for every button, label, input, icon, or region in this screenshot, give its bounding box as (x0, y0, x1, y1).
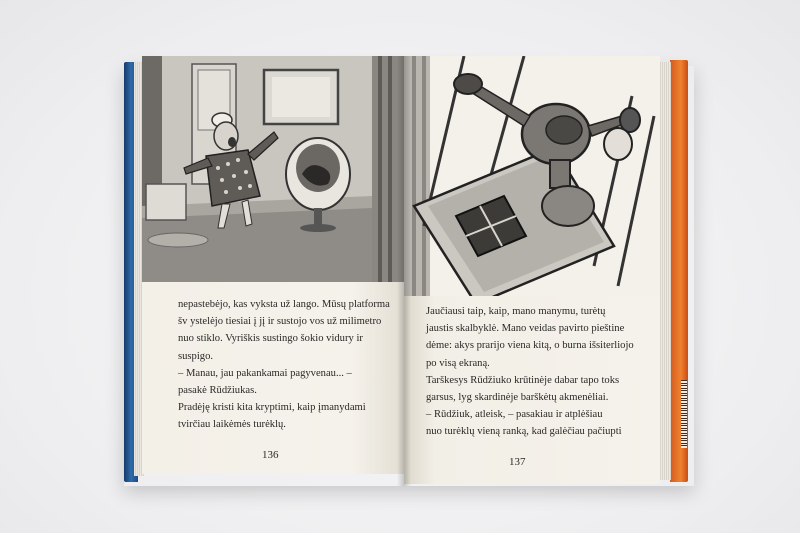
text-line: Tarškesys Rūdžiuko krūtinėje dabar tapo toks (426, 374, 620, 386)
left-page-text (178, 296, 390, 434)
page-number-right: 137 (509, 456, 526, 468)
text-line: dėme: akys prarijo viena kitą, o burna išsiterliojo (426, 340, 634, 352)
text-line: suspigo. (178, 350, 214, 362)
right-page-text (426, 303, 634, 441)
text-line: Pradėję kristi kita kryptimi, kaip įmanydami (178, 402, 366, 414)
text-line: nepastebėjo, kas vyksta už lango. Mūsų platforma (178, 299, 390, 310)
text-line: Jaučiausi taip, kaip, mano manymu, turėtų (426, 306, 606, 317)
text-line: jaustis skalbyklė. Mano veidas pavirto pieštine (426, 323, 625, 335)
barcode (681, 380, 687, 448)
left-page (142, 56, 404, 474)
text-line: pasakė Rūdžiukas. (178, 385, 257, 397)
text-line: tvirčiau laikėmės turėklų. (178, 419, 286, 431)
page-edges-right (660, 62, 671, 480)
text-line: nuo turėklų vieną ranką, kad galėčiau pačiupti (426, 426, 622, 438)
text-line: garsus, lyg skardinėje barškėtų akmenėliai. (426, 392, 609, 404)
text-line: nuo stiklo. Vyriškis sustingo šokio vidury ir (178, 333, 363, 345)
right-page (404, 56, 660, 484)
text-line: – Rūdžiuk, atleisk, – pasakiau ir atplėšiau (426, 409, 603, 421)
page-number-left: 136 (262, 449, 279, 461)
text-line: šv ystelėjo tiesiai į jį ir sustojo vos už milimetro (178, 316, 382, 328)
left-illustration (142, 56, 404, 282)
text-line: po visą ekraną. (426, 357, 490, 369)
right-illustration (404, 56, 660, 296)
text-line: – Manau, jau pakankamai pagyvenau... – (178, 367, 352, 379)
